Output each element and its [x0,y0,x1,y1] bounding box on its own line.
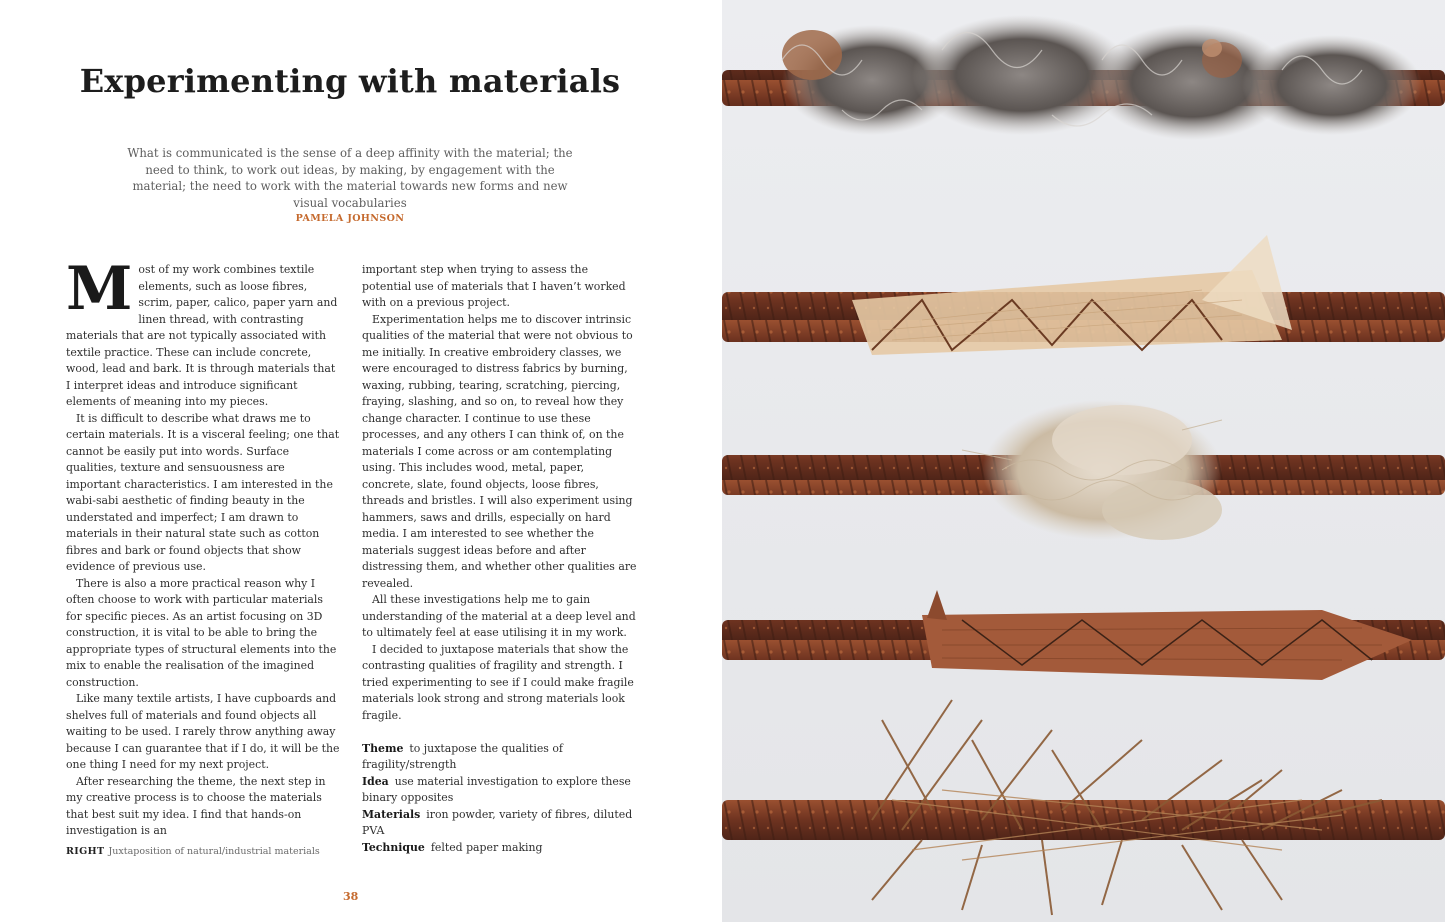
body-paragraph [66,254,342,411]
page-title: Experimenting with materials [79,62,621,100]
epigraph-quote: What is communicated is the sense of a deep affinity with the material; the need to think, to work out ideas, by making, by engagement with the material; the need to work with the material towards new forms and new visual vocabularies [127,146,573,210]
image-caption [66,846,320,857]
body-paragraph: Experimentation helps me to discover intrinsic qualities of the material that were not obvious to me initially. In creative embroidery classes, we were encouraged to distress fabrics by burning, waxing, rubbing, tearing, scratching, piercing, fraying, slashing, and so on, to reveal how they change character. I continue to use these processes, and any others I can think of, on the materials I come across or am contemplating using. This includes wood, metal, paper, concrete, slate, found objects, loose fibres, threads and bristles. I will also experiment using hammers, saws and drills, especially on hard media. I am interested to see whether the materials suggest ideas before and after distressing them, and whether other qualities are revealed. [362,312,637,590]
body-paragraph: important step when trying to assess the potential use of materials that I haven’t worked with on a previous project. [362,263,626,309]
body-paragraph: All these investigations help me to gain understanding of the material at a deep level and to ultimately feel at ease utilising it in my work. [362,593,636,639]
caption-text: Juxtaposition of natural/industrial materials [108,846,320,857]
body-paragraph: Like many textile artists, I have cupboards and shelves full of materials and found objects all waiting to be used. I rarely throw anything away because I can guarantee that if I do, it will be the one thing I need for my next project. [66,692,340,771]
page-number: 38 [343,890,359,903]
rusted-rods-photo [722,0,1445,922]
spec-value: iron powder, variety of fibres, diluted PVA [362,807,633,837]
spec-label: Theme [362,741,404,755]
quote-attribution: PAMELA JOHNSON [295,213,405,224]
spec-idea [362,774,638,807]
body-paragraph: After researching the theme, the next step in my creative process is to choose the materials that best suit my idea. I find that hands-on investigation is an [66,774,326,837]
spec-label: Technique [362,840,425,854]
spec-value: felted paper making [430,840,543,854]
paragraph-text: ost of my work combines textile elements, such as loose fibres, scrim, paper, calico, paper yarn and linen thread, with contrasting materials that are not typically associated with textile practice. These can include concrete, wood, lead and bark. It is through materials that I interpret ideas and introduce significant elements of meaning into my pieces. [66,263,338,408]
body-column-left [66,254,342,840]
drop-cap: M [66,254,133,324]
caption-label: RIGHT [66,846,105,857]
spec-value: to juxtapose the qualities of fragility/strength [362,741,563,771]
spec-theme [362,741,638,774]
spec-value: use material investigation to explore these binary opposites [362,774,631,804]
body-column-right [362,262,638,856]
project-specs [362,741,638,857]
spec-label: Materials [362,807,421,821]
body-paragraph: I decided to juxtapose materials that show the contrasting qualities of fragility and strength. I tried experimenting to see if I could make fragile materials look strong and strong materials look fragile. [362,642,634,722]
body-paragraph: There is also a more practical reason why I often choose to work with particular materials for specific pieces. As an artist focusing on 3D construction, it is vital to be able to bring the appropriate types of structural elements into the mix to enable the realisation of the imagined construction. [66,576,337,689]
spec-materials [362,807,638,840]
body-paragraph: It is difficult to describe what draws me to certain materials. It is a visceral feeling; one that cannot be easily put into words. Surface qualities, texture and sensuousness are important characteristics. I am interested in the wabi-sabi aesthetic of finding beauty in the understated and imperfect; I am drawn to materials in their natural state such as cotton fibres and bark or found objects that show evidence of previous use. [66,411,340,573]
spec-label: Idea [362,774,389,788]
spec-technique [362,840,638,857]
left-page [0,0,722,922]
